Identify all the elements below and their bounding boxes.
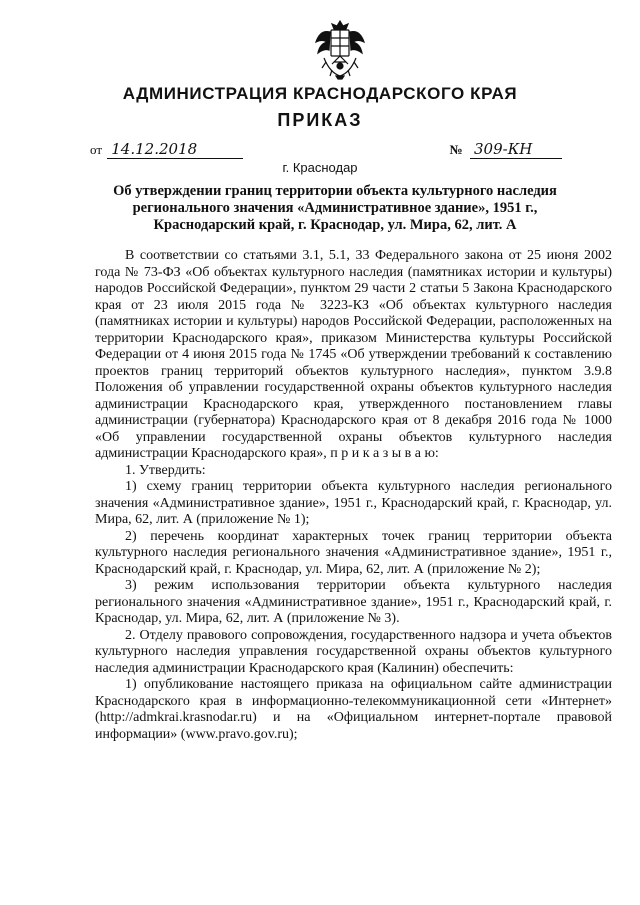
organization-name: АДМИНИСТРАЦИЯ КРАСНОДАРСКОГО КРАЯ (122, 84, 518, 103)
city-line: г. Краснодар (282, 160, 358, 175)
date-prefix: от (90, 142, 103, 157)
body-paragraph: 2. Отделу правового сопровождения, государственного надзора и учета объектов культурного наследия управления государственной охраны объектов культурного наследия администрации Краснодарского края (Калинин) обеспечить: (95, 627, 612, 676)
number-prefix: № (449, 142, 463, 157)
number-line (450, 140, 562, 159)
body-paragraph: 1. Утвердить: (125, 462, 206, 478)
document-number: 309-КН (470, 140, 562, 159)
document-body (95, 248, 612, 743)
krasnodar-coat-of-arms-icon (312, 18, 368, 80)
date-line (90, 140, 243, 159)
document-title: Об утверждении границ территории объекта культурного наследия регионального значения «Административное здание», 1951 г., Краснодарский край, г. Краснодар, ул. Мира, 62, лит. А (113, 183, 557, 233)
body-paragraph: 2) перечень координат характерных точек границ территории объекта культурного наследия регионального значения «Административное здание», 1951 г., Краснодарский край, г. Краснодар, ул. Мира, 62, лит. А (приложение № 2); (95, 528, 612, 577)
body-paragraph: В соответствии со статьями 3.1, 5.1, 33 Федерального закона от 25 июня 2002 года № 73-ФЗ «Об объектах культурного наследия (памятниках истории и культуры) народов Российской Федерации», пунктом 29 части 2 статьи 5 Закона Краснодарского края от 23 июля 2015 года № 3223-КЗ «Об объектах культурного наследия (памятниках истории и культуры) народов Российской Федерации, расположенных на территории Краснодарского края», приказом Министерства культуры Российской Федерации от 4 июня 2015 года № 1745 «Об утверждении требований к составлению проектов границ территорий объектов культурного наследия», пунктом 3.9.8 Положения об управлении государственной охраны объектов культурного наследия администрации Краснодарского края, утвержденного постановлением главы администрации (губернатора) Краснодарского края от 8 декабря 2016 года № 1000 «Об управлении государственной охраны объектов культурного наследия администрации Краснодарского края», п р и к а з ы в а ю: (95, 248, 612, 461)
body-paragraph: 1) опубликование настоящего приказа на официальном сайте администрации Краснодарского края в информационно-телекоммуникационной сети «Интернет» (http://admkrai.krasnodar.ru) и на «Официальном интернет-портале правовой информации» (www.pravo.gov.ru); (95, 677, 612, 742)
body-paragraph: 1) схему границ территории объекта культурного наследия регионального значения «Административное здание», 1951 г., Краснодарский край, г. Краснодар, ул. Мира, 62, лит. А (приложение № 1); (95, 479, 612, 527)
date-value: 14.12.2018 (107, 140, 243, 159)
body-paragraph: 3) режим использования территории объекта культурного наследия регионального значения «Административное здание», 1951 г., Краснодарский край, г. Краснодар, ул. Мира, 62, лит. А (приложение № 3). (95, 578, 612, 626)
document-type: ПРИКАЗ (277, 110, 363, 130)
